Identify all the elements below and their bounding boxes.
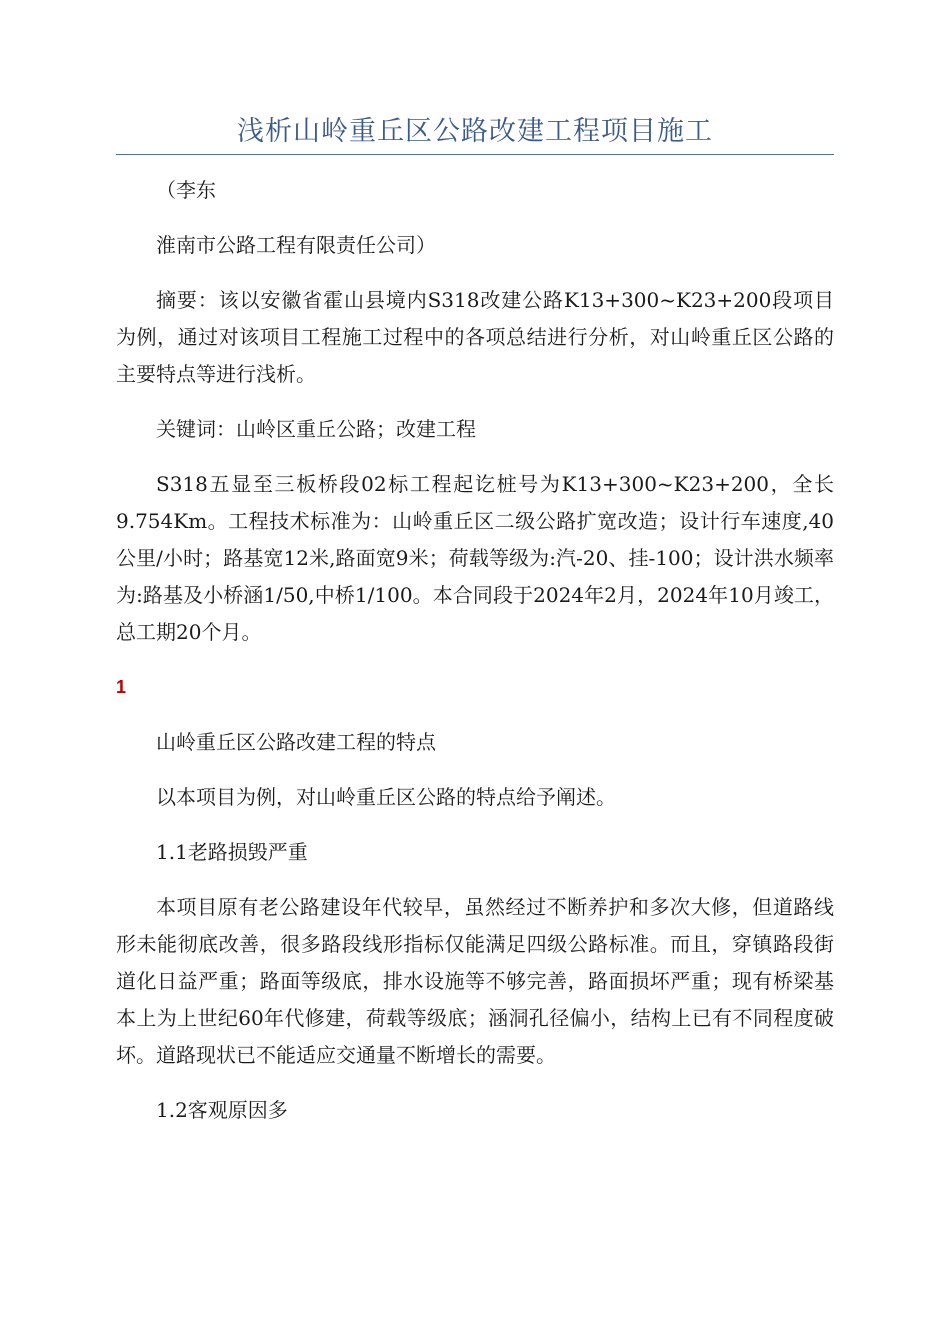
section-number: 1 (116, 677, 127, 697)
subsection-heading-1-2: 1.2客观原因多 (156, 1098, 288, 1122)
author-line: （李东 (156, 178, 216, 202)
intro-paragraph: S318五显至三板桥段02标工程起讫桩号为K13+300~K23+200，全长9.754Km。工程技术标准为：山岭重丘区二级公路扩宽改造；设计行车速度,40公里/小时；路基宽12米,路面宽9米；荷载等级为:汽-20、挂-100；设计洪水频率为:路基及小桥涵1/50,中桥1/100。本合同段于2024年2月，2024年10月竣工，总工期20个月。 (116, 472, 834, 644)
section-lead-paragraph: 以本项目为例，对山岭重丘区公路的特点给予阐述。 (156, 785, 616, 809)
document-body (116, 172, 834, 1129)
affiliation-line: 淮南市公路工程有限责任公司） (156, 233, 436, 257)
subsection-body-1-1: 本项目原有老公路建设年代较早，虽然经过不断养护和多次大修，但道路线形未能彻底改善，很多路段线形指标仅能满足四级公路标准。而且，穿镇路段街道化日益严重；路面等级底，排水设施等不够完善，路面损坏严重；现有桥梁基本上为上世纪60年代修建，荷载等级底；涵洞孔径偏小，结构上已有不同程度破坏。道路现状已不能适应交通量不断增长的需要。 (116, 895, 834, 1067)
title-underline (116, 154, 834, 155)
section-heading: 山岭重丘区公路改建工程的特点 (156, 730, 436, 754)
page-title: 浅析山岭重丘区公路改建工程项目施工 (237, 116, 713, 147)
keywords-paragraph: 关键词：山岭区重丘公路；改建工程 (156, 417, 476, 441)
abstract-paragraph: 摘要：该以安徽省霍山县境内S318改建公路K13+300~K23+200段项目为例，通过对该项目工程施工过程中的各项总结进行分析，对山岭重丘区公路的主要特点等进行浅析。 (116, 288, 834, 386)
subsection-heading-1-1: 1.1老路损毁严重 (156, 840, 308, 864)
